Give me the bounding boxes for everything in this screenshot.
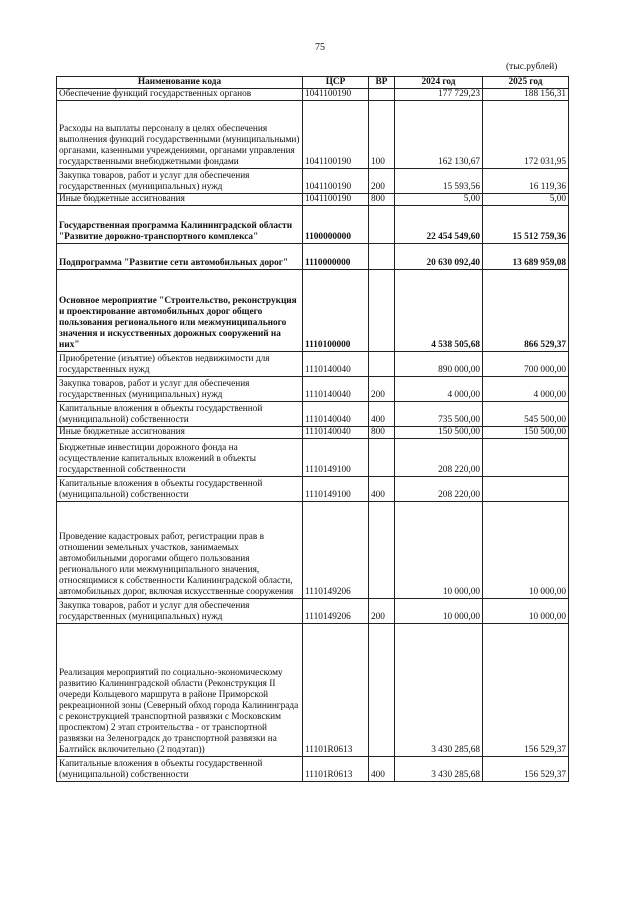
budget-table [56,76,569,782]
cell-2024: 5,00 [395,194,483,206]
cell-2025: 700 000,00 [483,352,569,377]
cell-2024: 162 130,67 [395,101,483,169]
cell-2024: 3 430 285,68 [395,624,483,757]
cell-name: Иные бюджетные ассигнования [57,194,303,206]
cell-2025: 5,00 [483,194,569,206]
table-row [57,377,569,402]
cell-2025: 10 000,00 [483,599,569,624]
cell-2024: 735 500,00 [395,402,483,427]
column-header-name: Наименование кода [57,77,303,89]
cell-name: Закупка товаров, работ и услуг для обеспечения государственных (муниципальных) нужд [57,169,303,194]
cell-2025: 16 119,36 [483,169,569,194]
table-row [57,206,569,244]
cell-2024: 20 630 092,40 [395,244,483,270]
table-row [57,502,569,599]
cell-2025: 10 000,00 [483,502,569,599]
column-header-vr: ВР [369,77,395,89]
cell-2025: 156 529,37 [483,624,569,757]
table-row [57,169,569,194]
cell-2025: 545 500,00 [483,402,569,427]
cell-name: Бюджетные инвестиции дорожного фонда на осуществление капитальных вложений в объекты государственной собственности [57,439,303,477]
table-row [57,270,569,352]
cell-vr [369,89,395,101]
cell-vr [369,502,395,599]
cell-2024: 4 000,00 [395,377,483,402]
cell-2024: 890 000,00 [395,352,483,377]
cell-2024: 22 454 549,60 [395,206,483,244]
column-header-2025: 2025 год [483,77,569,89]
table-row [57,624,569,757]
cell-csr: 11101R0613 [303,624,369,757]
cell-2025: 188 156,31 [483,89,569,101]
cell-name: Приобретение (изъятие) объектов недвижимости для государственных нужд [57,352,303,377]
cell-vr [369,270,395,352]
cell-vr: 400 [369,402,395,427]
cell-2025: 866 529,37 [483,270,569,352]
cell-vr [369,352,395,377]
cell-vr [369,624,395,757]
cell-2024: 4 538 505,68 [395,270,483,352]
cell-name: Обеспечение функций государственных органов [57,89,303,101]
table-row [57,757,569,782]
cell-2024: 150 500,00 [395,427,483,439]
cell-name: Иные бюджетные ассигнования [57,427,303,439]
cell-name: Проведение кадастровых работ, регистрации прав в отношении земельных участков, занимаемых автомобильными дорогами общего пользования регионального или межмуниципального значения, относящимися к собственности Калининградской области, автомобильных дорог, включая искусственные сооружения [57,502,303,599]
table-row [57,89,569,101]
cell-2024: 10 000,00 [395,502,483,599]
cell-2024: 15 593,56 [395,169,483,194]
cell-vr: 200 [369,169,395,194]
cell-vr: 800 [369,194,395,206]
cell-csr: 1110100000 [303,270,369,352]
table-row [57,244,569,270]
cell-csr: 1110000000 [303,244,369,270]
table-row [57,599,569,624]
table-row [57,352,569,377]
cell-vr: 200 [369,377,395,402]
cell-name: Основное мероприятие "Строительство, реконструкция и проектирование автомобильных дорог общего пользования регионального или межмуниципального значения и искусственных дорожных сооружений на них" [57,270,303,352]
cell-csr: 1110140040 [303,402,369,427]
cell-csr: 1100000000 [303,206,369,244]
cell-vr [369,439,395,477]
table-header-row [57,77,569,89]
cell-csr: 11101R0613 [303,757,369,782]
cell-name: Закупка товаров, работ и услуг для обеспечения государственных (муниципальных) нужд [57,377,303,402]
cell-2025: 4 000,00 [483,377,569,402]
cell-2025: 15 512 759,36 [483,206,569,244]
column-header-csr: ЦСР [303,77,369,89]
cell-vr: 100 [369,101,395,169]
cell-vr: 400 [369,477,395,502]
cell-csr: 1110149206 [303,599,369,624]
cell-2024: 10 000,00 [395,599,483,624]
cell-name: Реализация мероприятий по социально-экономическому развитию Калининградской области (Реконструкция II очереди Кольцевого маршрута в районе Приморской рекреационной зоны (Северный обход города Калининграда с реконструкцией транспортной развязки с Московским проспектом) 2 этап строительства - от транспортной развязки на Зеленоградск до транспортной развязки на Балтийск включительно (2 подэтап)) [57,624,303,757]
column-header-2024: 2024 год [395,77,483,89]
cell-vr [369,206,395,244]
cell-2024: 208 220,00 [395,477,483,502]
cell-2025 [483,477,569,502]
cell-csr: 1110140040 [303,352,369,377]
table-row [57,439,569,477]
cell-name: Расходы на выплаты персоналу в целях обеспечения выполнения функций государственными (муниципальными) органами, казенными учреждениями, органами управления государственными внебюджетными фондами [57,101,303,169]
cell-name: Закупка товаров, работ и услуг для обеспечения государственных (муниципальных) нужд [57,599,303,624]
cell-2025: 172 031,95 [483,101,569,169]
cell-2025: 13 689 959,08 [483,244,569,270]
cell-2024: 177 729,23 [395,89,483,101]
cell-csr: 1110140040 [303,377,369,402]
table-body [57,89,569,782]
cell-csr: 1110140040 [303,427,369,439]
cell-vr: 400 [369,757,395,782]
cell-csr: 1110149100 [303,439,369,477]
table-row [57,402,569,427]
cell-name: Капитальные вложения в объекты государственной (муниципальной) собственности [57,477,303,502]
cell-csr: 1110149100 [303,477,369,502]
cell-name: Капитальные вложения в объекты государственной (муниципальной) собственности [57,402,303,427]
table-row [57,101,569,169]
table-row [57,427,569,439]
cell-csr: 1110149206 [303,502,369,599]
cell-csr: 1041100190 [303,89,369,101]
table-row [57,477,569,502]
cell-2025 [483,439,569,477]
cell-csr: 1041100190 [303,101,369,169]
cell-csr: 1041100190 [303,194,369,206]
cell-2025: 150 500,00 [483,427,569,439]
units-label: (тыс.рублей) [506,62,558,72]
page-number: 75 [315,42,325,53]
cell-name: Подпрограмма "Развитие сети автомобильных дорог" [57,244,303,270]
cell-name: Государственная программа Калининградской области "Развитие дорожно-транспортного комплекса" [57,206,303,244]
cell-name: Капитальные вложения в объекты государственной (муниципальной) собственности [57,757,303,782]
cell-2024: 3 430 285,68 [395,757,483,782]
cell-2025: 156 529,37 [483,757,569,782]
cell-csr: 1041100190 [303,169,369,194]
cell-vr: 800 [369,427,395,439]
cell-vr: 200 [369,599,395,624]
table-row [57,194,569,206]
cell-2024: 208 220,00 [395,439,483,477]
cell-vr [369,244,395,270]
